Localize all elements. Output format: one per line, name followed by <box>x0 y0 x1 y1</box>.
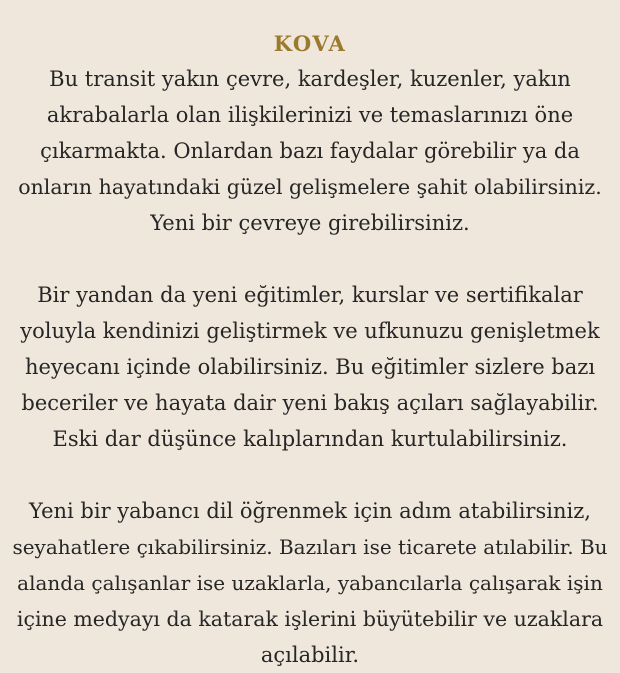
sign-title: KOVA <box>273 31 347 56</box>
text-line: yoluyla kendinizi geliştirmek ve ufkunuzu genişletmek <box>20 319 600 343</box>
text-line: akrabalarla olan ilişkilerinizi ve temaslarınızı öne <box>46 103 574 127</box>
text-line: Bu transit yakın çevre, kardeşler, kuzenler, yakın <box>49 67 571 91</box>
text-line: açılabilir. <box>260 643 360 667</box>
paragraph-travel <box>12 493 608 673</box>
paragraph-relations <box>12 61 608 241</box>
text-line: onların hayatındaki güzel gelişmelere şahit olabilirsiniz. <box>18 175 602 199</box>
text-line: beceriler ve hayata dair yeni bakış açıları sağlayabilir. <box>21 391 599 415</box>
text-line: seyahatlere çıkabilirsiniz. Bazıları ise ticarete atılabilir. Bu <box>12 535 608 559</box>
text-line: içine medyayı da katarak işlerini büyütebilir ve uzaklara <box>16 607 604 631</box>
text-line: çıkarmakta. Onlardan bazı faydalar görebilir ya da <box>40 139 580 163</box>
text-line: heyecanı içinde olabilirsiniz. Bu eğitimler sizlere bazı <box>24 355 596 379</box>
text-line: Eski dar düşünce kalıplarından kurtulabilirsiniz. <box>52 427 568 451</box>
text-line: Yeni bir yabancı dil öğrenmek için adım atabilirsiniz, <box>29 499 591 523</box>
text-line: Yeni bir çevreye girebilirsiniz. <box>150 211 470 235</box>
text-line: alanda çalışanlar ise uzaklarla, yabancılarla çalışarak işin <box>17 571 603 595</box>
text-line: Bir yandan da yeni eğitimler, kurslar ve sertifikalar <box>37 283 583 307</box>
paragraph-education <box>12 277 608 457</box>
